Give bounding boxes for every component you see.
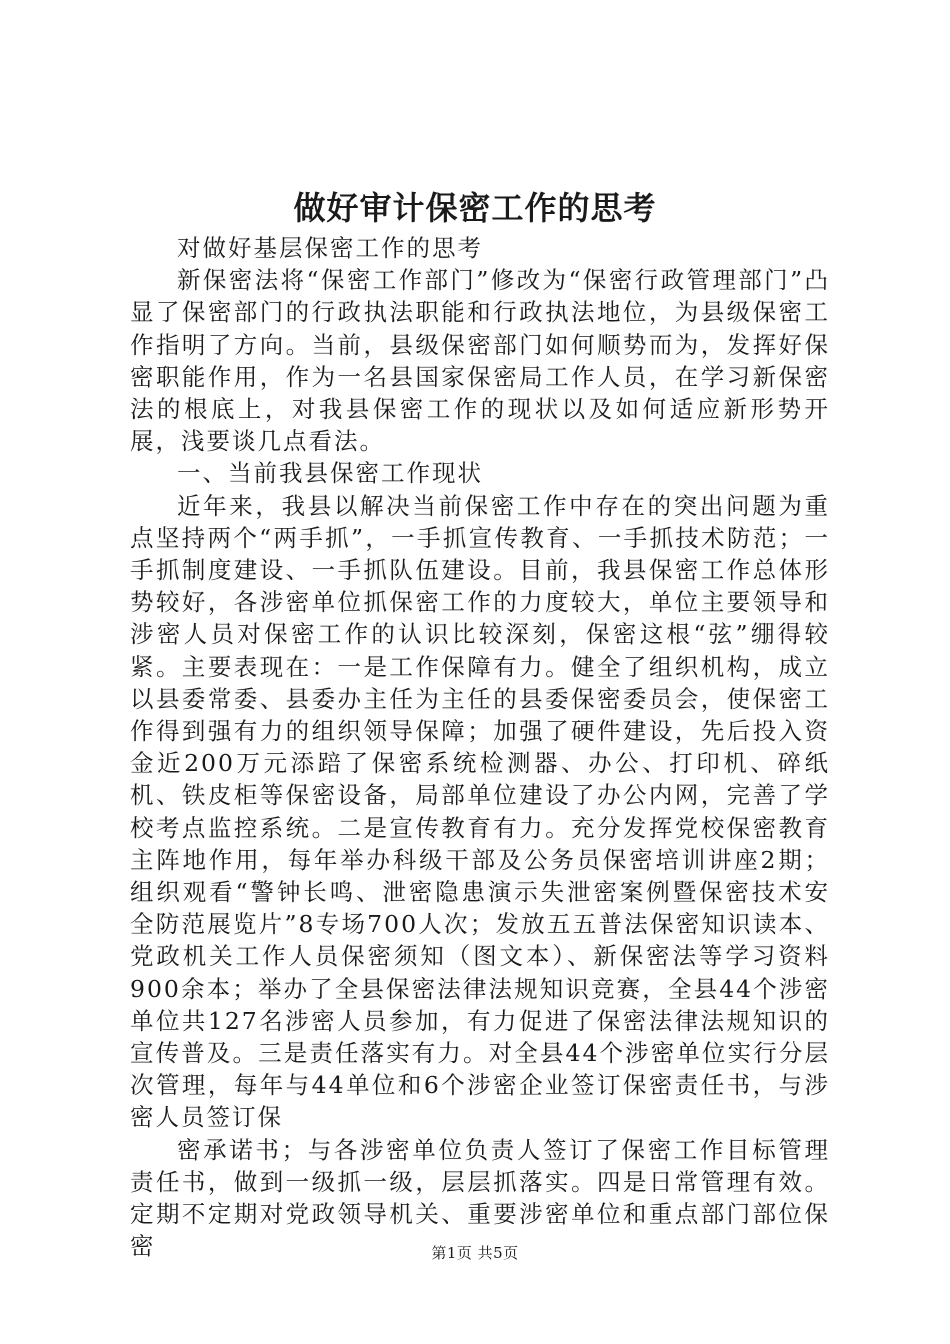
- paragraph-status: 近年来，我县以解决当前保密工作中存在的突出问题为重点坚持两个“两手抓”，一手抓宣传教育、一手抓技术防范；一手抓制度建设、一手抓队伍建设。目前，我县保密工作总体形势较好，各涉密单位抓保密工作的力度较大，单位主要领导和涉密人员对保密工作的认识比较深刻，保密这根“弦”绷得较紧。主要表现在：一是工作保障有力。健全了组织机构，成立以县委常委、县委办主任为主任的县委保密委员会，使保密工作得到强有力的组织领导保障；加强了硬件建设，先后投入资金近200万元添踣了保密系统检测器、办公、打印机、碎纸机、铁皮柜等保密设备，局部单位建设了办公内网，完善了学校考点监控系统。二是宣传教育有力。充分发挥党校保密教育主阵地作用，每年举办科级干部及公务员保密培训讲座2期；组织观看“警钟长鸣、泄密隐患演示失泄密案例暨保密技术安全防范展览片”8专场700人次；发放五五普法保密知识读本、党政机关工作人员保密须知（图文本）、新保密法等学习资料900余本；举办了全县保密法律法规知识竞赛，全县44个涉密单位共127名涉密人员参加，有力促进了保密法律法规知识的宣传普及。三是责任落实有力。对全县44个涉密单位实行分层次管理，每年与44单位和6个涉密企业签订保密责任书，与涉密人员签订保: [130, 491, 830, 1132]
- paragraph-continued: 密承诺书；与各涉密单位负责人签订了保密工作目标管理责任书，做到一级抓一级，层层抓落实。四是日常管理有效。定期不定期对党政领导机关、重要涉密单位和重点部门部位保密: [130, 1135, 830, 1261]
- document-body: [130, 232, 830, 1263]
- document-title: 做好审计保密工作的思考: [293, 189, 657, 227]
- page-footer: 第1页 共5页: [431, 1244, 519, 1262]
- paragraph-intro: 新保密法将“保密工作部门”修改为“保密行政管理部门”凸显了保密部门的行政执法职能和行政执法地位，为县级保密工作指明了方向。当前，县级保密部门如何顺势而为，发挥好保密职能作用，作为一名县国家保密局工作人员，在学习新保密法的根底上，对我县保密工作的现状以及如何适应新形势开展，浅要谈几点看法。: [130, 266, 830, 456]
- paragraph-subtitle: 对做好基层保密工作的思考: [177, 234, 483, 262]
- section-heading: 一、当前我县保密工作现状: [177, 459, 483, 488]
